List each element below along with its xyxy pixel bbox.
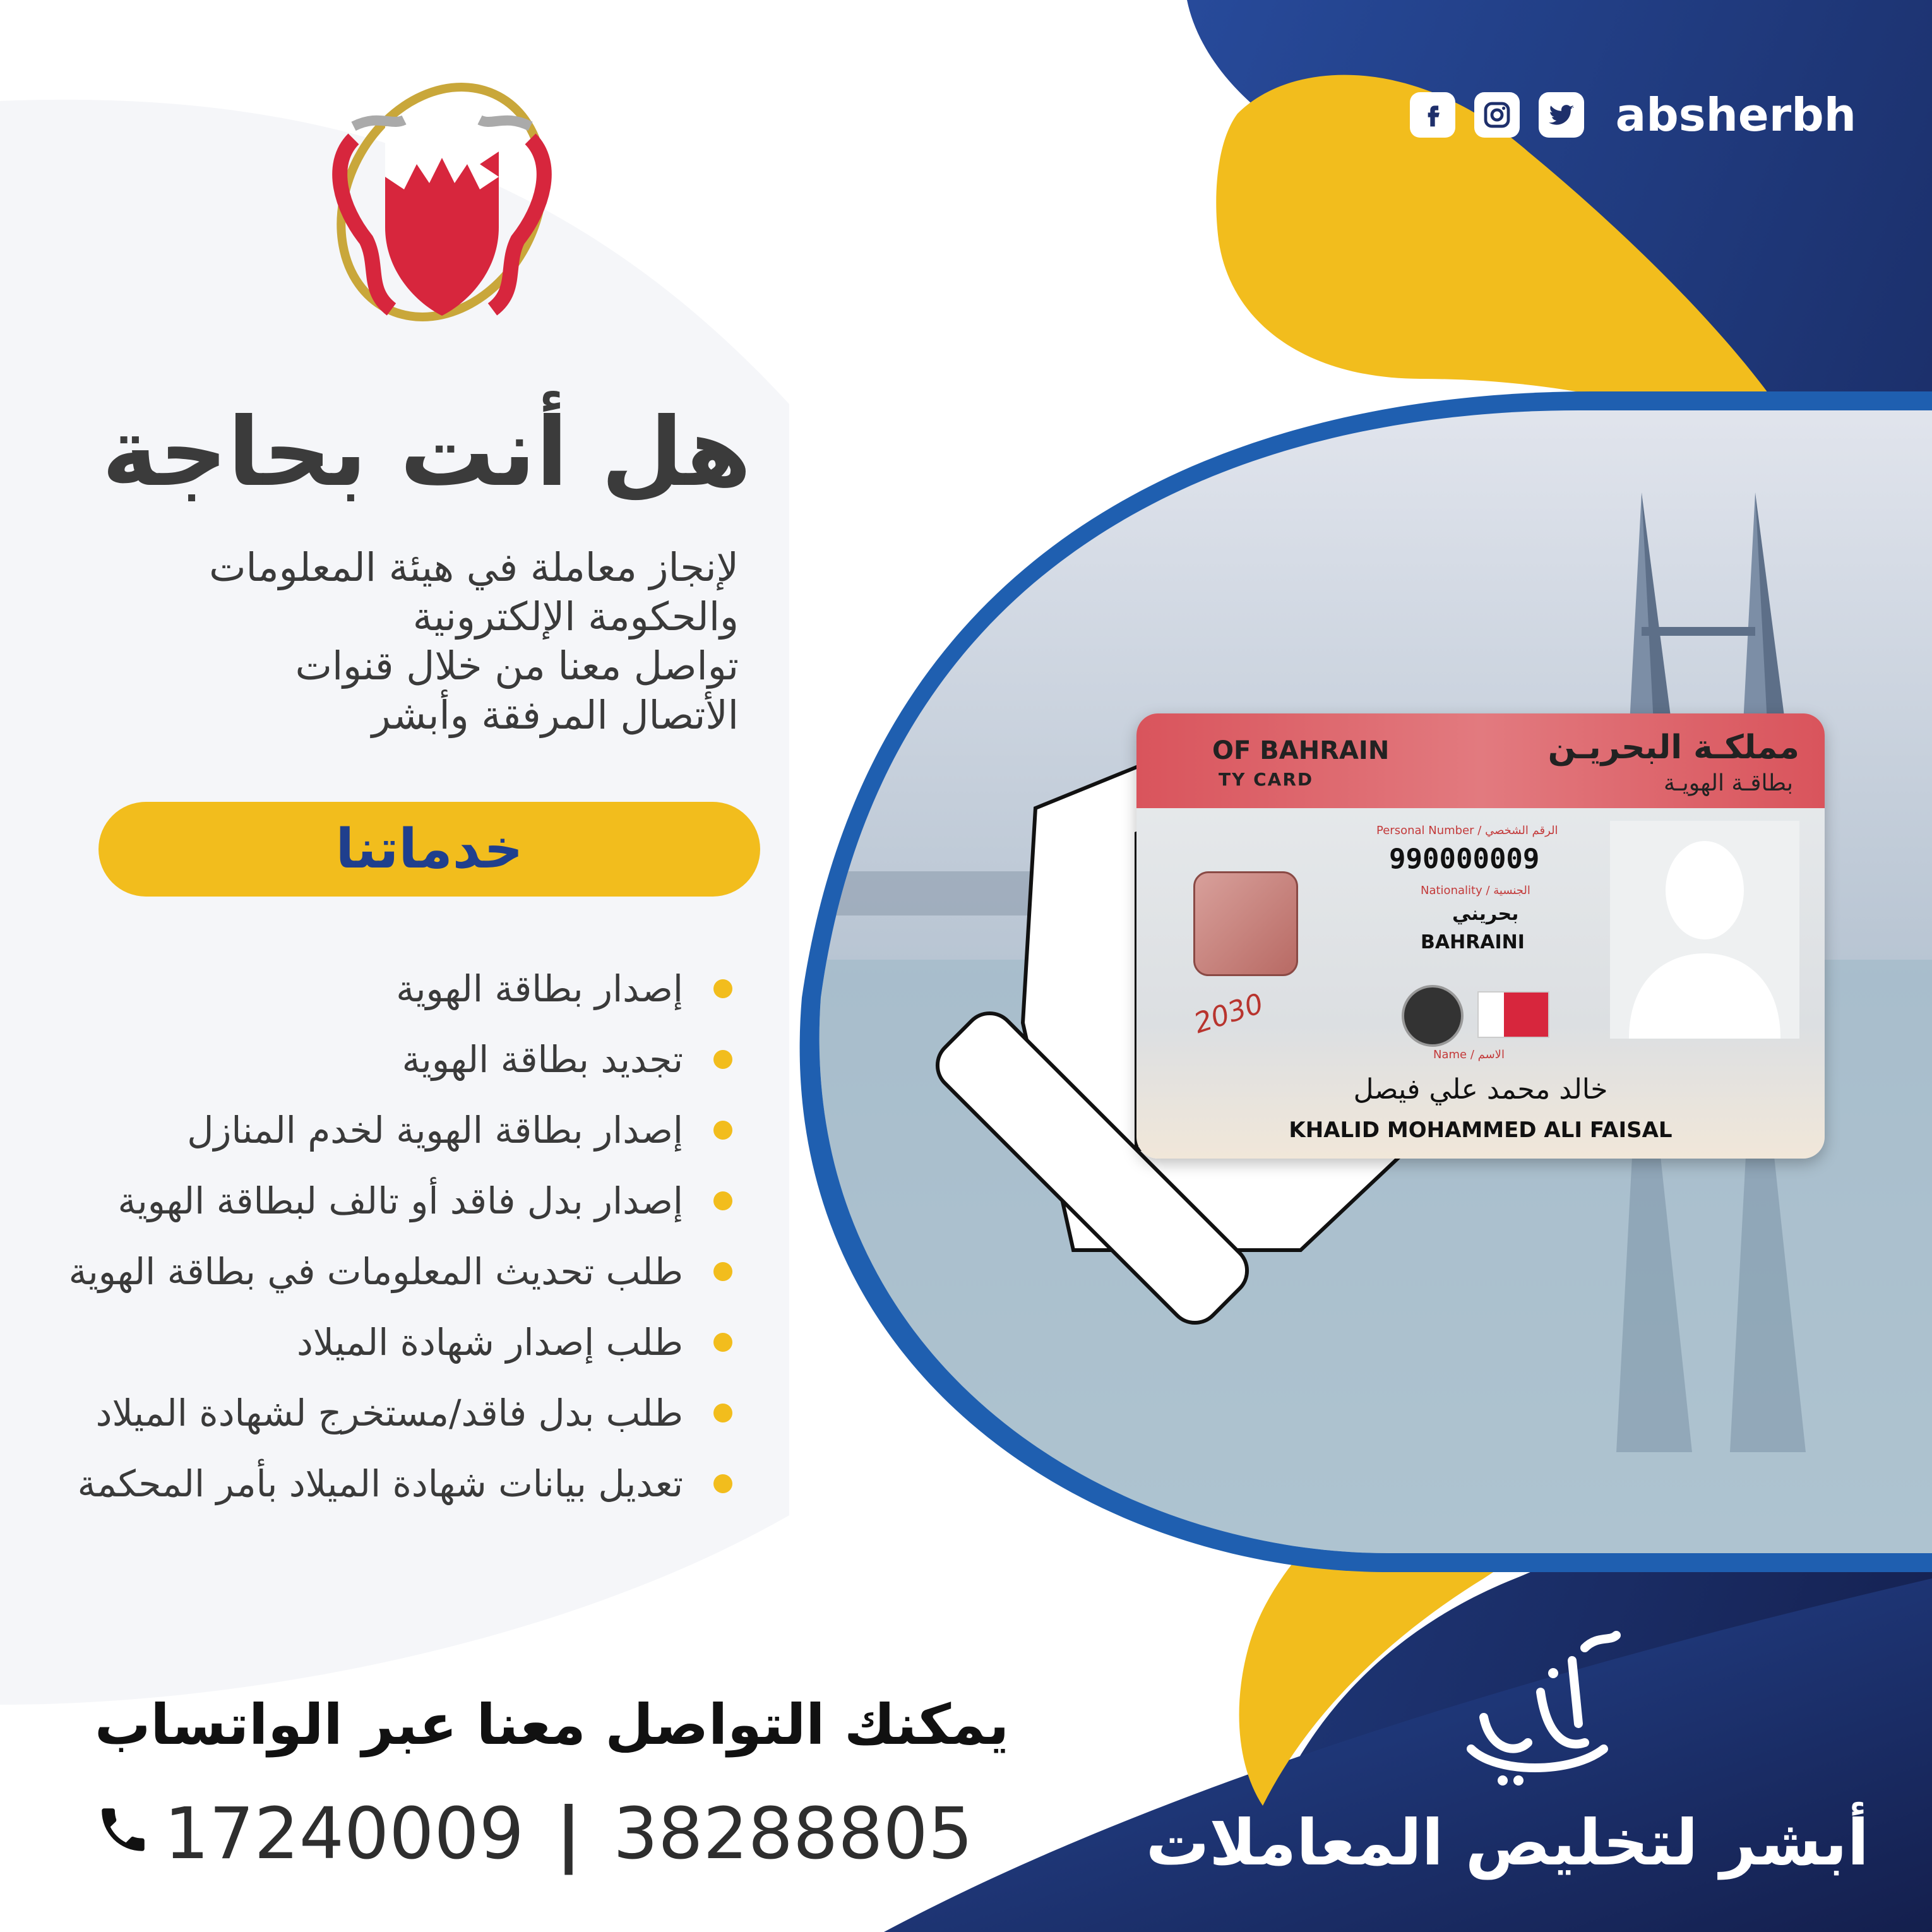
photo-placeholder <box>1610 821 1799 1039</box>
holder-name-en: KHALID MOHAMMED ALI FAISAL <box>1289 1118 1673 1143</box>
phone-number-1[interactable]: 17240009 <box>164 1793 525 1875</box>
phone-separator: | <box>556 1793 581 1875</box>
phone-number-2[interactable]: 38288805 <box>612 1793 974 1875</box>
social-handle[interactable]: absherbh <box>1615 88 1856 141</box>
services-list <box>69 953 732 1519</box>
list-item <box>69 1166 732 1236</box>
signature-year: 2030 <box>1190 987 1268 1041</box>
service-label: طلب تحديث المعلومات في بطاقة الهوية <box>68 1250 683 1293</box>
bullet-icon <box>713 1191 732 1210</box>
service-label: طلب إصدار شهادة الميلاد <box>296 1321 683 1364</box>
id-card <box>1136 713 1825 1159</box>
list-item <box>69 1236 732 1307</box>
list-item <box>69 1307 732 1378</box>
person-silhouette-icon <box>1610 821 1799 1039</box>
instagram-icon[interactable] <box>1474 92 1520 138</box>
services-heading: خدماتنا <box>335 818 523 881</box>
nationality-ar: بحريني <box>1452 903 1519 925</box>
whatsapp-text: يمكنك التواصل معنا عبر الواتساب <box>95 1692 1010 1757</box>
social-bar <box>1410 88 1856 141</box>
services-heading-pill <box>98 802 760 897</box>
intro-text <box>107 543 739 740</box>
service-label: إصدار بدل فاقد أو تالف لبطاقة الهوية <box>117 1179 683 1222</box>
headline: هل أنت بحاجة <box>102 398 751 508</box>
list-item <box>69 1095 732 1166</box>
service-label: تجديد بطاقة الهوية <box>402 1038 683 1081</box>
card-title-ar: مملكـة البحريـن <box>1547 729 1799 766</box>
personal-number-label: Personal Number / الرقم الشخصي <box>1376 824 1558 837</box>
service-label: إصدار بطاقة الهوية لخدم المنازل <box>187 1109 683 1152</box>
bullet-icon <box>713 1262 732 1281</box>
holder-name-ar: خالد محمد علي فيصل <box>1353 1073 1608 1106</box>
brand-name: أبشر لتخليص المعاملات <box>1145 1806 1869 1880</box>
nationality-label: Nationality / الجنسية <box>1421 884 1530 897</box>
bullet-icon <box>713 1474 732 1493</box>
list-item <box>69 1448 732 1519</box>
facebook-icon[interactable] <box>1410 92 1455 138</box>
intro-line: تواصل معنا من خلال قنوات <box>295 643 739 689</box>
personal-number: 990000009 <box>1389 843 1540 875</box>
service-label: تعديل بيانات شهادة الميلاد بأمر المحكمة <box>77 1462 683 1505</box>
service-label: طلب بدل فاقد/مستخرج لشهادة الميلاد <box>95 1392 683 1434</box>
intro-line: الأتصال المرفقة وأبشر <box>371 692 739 738</box>
name-label: Name / الاسم <box>1433 1048 1505 1061</box>
card-subtitle-en: TY CARD <box>1219 769 1314 790</box>
twitter-icon[interactable] <box>1539 92 1584 138</box>
intro-line: والحكومة الإلكترونية <box>412 593 739 640</box>
card-title-en: OF BAHRAIN <box>1212 736 1390 765</box>
service-label: إصدار بطاقة الهوية <box>396 967 683 1010</box>
nationality-en: BAHRAINI <box>1421 931 1525 953</box>
card-subtitle-ar: بطاقـة الهويـة <box>1663 770 1793 796</box>
list-item <box>69 953 732 1024</box>
bullet-icon <box>713 1121 732 1140</box>
list-item <box>69 1024 732 1095</box>
intro-line: لإنجاز معاملة في هيئة المعلومات <box>209 544 739 590</box>
bullet-icon <box>713 1050 732 1069</box>
seal-icon <box>1402 985 1464 1047</box>
phone-numbers <box>95 1793 973 1875</box>
absher-logo-icon <box>1446 1623 1635 1799</box>
list-item <box>69 1378 732 1448</box>
bullet-icon <box>713 979 732 998</box>
bullet-icon <box>713 1333 732 1352</box>
bullet-icon <box>713 1404 732 1422</box>
chip-icon <box>1193 871 1298 976</box>
phone-icon <box>95 1793 152 1875</box>
bahrain-flag-icon <box>1477 991 1549 1038</box>
